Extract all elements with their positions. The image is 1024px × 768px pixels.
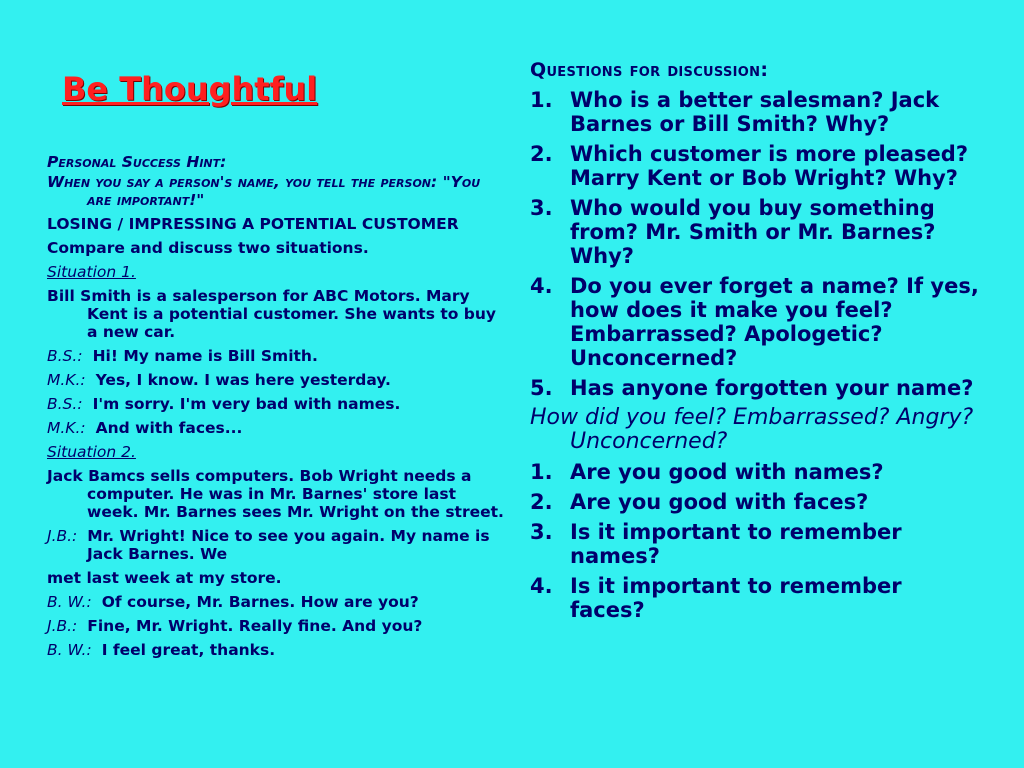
speaker-label: J.B.: [47, 617, 78, 635]
left-column [47, 153, 507, 665]
situation-1-text: Bill Smith is a salesperson for ABC Motors. Mary Kent is a potential customer. She wants to buy a new car. [47, 287, 497, 341]
question-text: Are you good with names? [570, 460, 884, 484]
question-item [530, 376, 980, 400]
question-number: 3. [530, 520, 553, 544]
speaker-label: M.K.: [47, 419, 86, 437]
question-number: 5. [530, 376, 553, 400]
situation-1-label: Situation 1. [47, 263, 136, 281]
dialog-text: Hi! My name is Bill Smith. [92, 347, 318, 365]
dialog-text: Yes, I know. I was here yesterday. [95, 371, 391, 389]
speaker-label: B. W.: [47, 641, 92, 659]
question-text: Who is a better salesman? Jack Barnes or Bill Smith? Why? [570, 88, 940, 136]
situation-2-text: Jack Bamcs sells computers. Bob Wright needs a computer. He was in Mr. Barnes' store last week. Mr. Barnes sees Mr. Wright on the street. [47, 467, 504, 521]
questions-heading [530, 58, 980, 82]
dialog-text: Of course, Mr. Barnes. How are you? [101, 593, 419, 611]
question-number: 2. [530, 490, 553, 514]
hint-heading: Personal Success Hint: [47, 153, 227, 171]
subtitle: LOSING / IMPRESSING A POTENTIAL CUSTOMER [47, 215, 459, 233]
dialog-text: And with faces... [95, 419, 243, 437]
intro-text: Compare and discuss two situations. [47, 239, 369, 257]
question-list [530, 88, 980, 400]
question-text: Who would you buy something from? Mr. Smith or Mr. Barnes? Why? [570, 196, 936, 268]
dialog-text: I'm sorry. I'm very bad with names. [92, 395, 401, 413]
speaker-label: M.K.: [47, 371, 86, 389]
question-number: 4. [530, 574, 553, 598]
dialog-text: I feel great, thanks. [101, 641, 276, 659]
dialog-text: Fine, Mr. Wright. Really fine. And you? [87, 617, 423, 635]
question-number: 3. [530, 196, 553, 220]
question-item [530, 142, 980, 190]
page-title: Be Thoughtful [62, 70, 318, 108]
questions-heading-colon: : [760, 59, 769, 81]
question-text: Has anyone forgotten your name? [570, 376, 974, 400]
dialog-line [47, 527, 507, 563]
question-number: 2. [530, 142, 553, 166]
dialog-text: met last week at my store. [47, 569, 282, 587]
right-column [530, 58, 980, 628]
dialog-line [47, 593, 507, 611]
hint-text: When you say a person's name, you tell the person: "You are important!" [47, 173, 481, 209]
question-item [530, 274, 980, 370]
question-item [530, 490, 980, 514]
question-item [530, 88, 980, 136]
question-item [530, 460, 980, 484]
dialog-2 [47, 527, 507, 659]
dialog-line [47, 569, 507, 587]
question-text: Are you good with faces? [570, 490, 869, 514]
question-item [530, 196, 980, 268]
question-list-2 [530, 460, 980, 622]
question-text: Is it important to remember faces? [570, 574, 902, 622]
question-text: Do you ever forget a name? If yes, how does it make you feel? Embarrassed? Apologetic? Unconcerned? [570, 274, 979, 370]
dialog-line [47, 347, 507, 365]
question-text: Is it important to remember names? [570, 520, 902, 568]
question-item [530, 520, 980, 568]
questions-heading-text: Questions for discussion [530, 59, 761, 81]
dialog-line [47, 419, 507, 437]
dialog-line [47, 641, 507, 659]
dialog-line [47, 371, 507, 389]
question-text: Which customer is more pleased? Marry Kent or Bob Wright? Why? [570, 142, 969, 190]
dialog-line [47, 395, 507, 413]
speaker-label: B.S.: [47, 395, 83, 413]
sub-question: How did you feel? Embarrassed? Angry? Unconcerned? [530, 405, 974, 454]
dialog-line [47, 617, 507, 635]
speaker-label: B. W.: [47, 593, 92, 611]
question-number: 1. [530, 460, 553, 484]
question-number: 4. [530, 274, 553, 298]
question-item [530, 574, 980, 622]
speaker-label: B.S.: [47, 347, 83, 365]
situation-2-label: Situation 2. [47, 443, 136, 461]
dialog-1 [47, 347, 507, 437]
dialog-text: Mr. Wright! Nice to see you again. My name is Jack Barnes. We [87, 527, 490, 563]
question-number: 1. [530, 88, 553, 112]
speaker-label: J.B.: [47, 527, 78, 545]
